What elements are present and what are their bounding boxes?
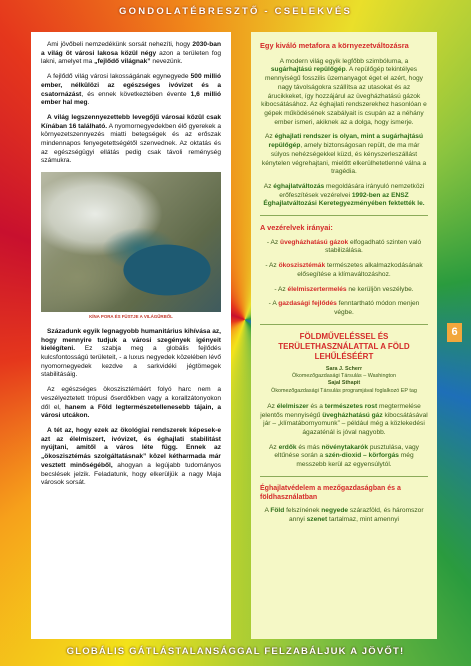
left-paragraph-6: A tét az, hogy ezek az ökológiai rendszerek képesek-e azt az élelmiszert, ivóvizet, és éghajlati stabilitást nyújtani, amitől a város léte függ. Ennek az „ökoszisztémás szolgáltatásnak” közel kétharmada már vesztett minőségéből, ahogyan a legújabb tudományos becslések jelzik. Feladatunk, hogy elkerüljük a nagy Maja városok sorsát. — [41, 426, 221, 487]
divider — [260, 476, 428, 477]
right-column — [251, 32, 437, 639]
section-title-climate: Éghajlatvédelem a mezőgazdaságban és a földhasználatban — [260, 484, 401, 502]
principle-item: - Az ökoszisztémák természetes alkalmazkodásának elősegítése a klímaváltozáshoz. — [265, 262, 423, 278]
left-paragraph-1: Ami jövőbeli nemzedékünk sorsát nehezíti, hogy 2030-ban a világ öt városi lakosa közül négy azon a területen fog lakni, amelyet ma „fejlődő világnak” nevezünk. — [41, 41, 221, 66]
image-caption: KÍNA PORA ÉS FÜSTJE A VILÁGŰRBŐL — [89, 314, 173, 320]
divider — [260, 324, 428, 325]
right-paragraph-4: Az élelmiszer és a természetes rost megtermelése jelentős mennyiségű üvegházhatású gáz kibocsátásával jár – „klímatábornyomunk” – például még a közlekedési ágazaténál is jóval nagyobb. — [260, 402, 428, 436]
right-paragraph-6: A Föld felszínének negyede szárazföld, és háromszor annyi szenet tartalmaz, mint amennyi — [264, 507, 424, 523]
right-paragraph-3: Az éghajlatváltozás megoldására irányuló nemzetközi erőfeszítések vezérelvei 1992-ben az ENSZ Éghajlatváltozási Keretegyezményében fektették le. — [263, 182, 425, 208]
page-header-title: GONDOLATÉBRESZTŐ - CSELEKVÉS — [119, 6, 352, 17]
principle-item: - A gazdasági fejlődés fenntartható módon menjen végbe. — [268, 300, 420, 316]
right-paragraph-1: A modern világ egyik legfőbb szimbóluma, a sugárhajtású repülőgép. A repülőgép tekintélyes mennyiségű fosszilis üzemanyagot éget el azért, hogy nagy távolságokra szállítsa az utasokat és az árucikkeket, így hozzájárul az üvegházhatású gázok kibocsátásához. Az éghajlati rendszerekhez hasonlóan e gépek működésének szabályait is csupán az a néhány ember ismeri, akiknek az a dolga, hogy ismerje. — [261, 57, 427, 126]
left-column — [31, 32, 231, 639]
article-subtitle: FÖLDMŰVELÉSSEL ÉS TERÜLETHASZNÁLATTAL A FÖLD LEHŰLÉSÉÉRT — [278, 331, 410, 361]
right-paragraph-2: Az éghajlati rendszer is olyan, mint a sugárhajtású repülőgép, amely biztonságosan repült, de ma már súlyos nehézségekkel küzd, és kényszerleszállást kénytelen végrehajtani, mielőtt elkerülhetetlenné válna a tragédia. — [261, 133, 427, 176]
author-credits: Sara J. Scherr Ökomezőgazdasági Társulás – Washington Sajal Sthapit Ökomezőgazdasági Társulás programjával foglalkozó EP tag — [271, 365, 417, 394]
page-number-badge: 6 — [447, 323, 462, 342]
left-paragraph-4: Századunk egyik legnagyobb humanitárius kihívása az, hogy mennyire tudjuk a városi szegények igényeit kielégíteni. Ez szabja meg a globális fejlődés kulcsfontosságú területeit, - a luxus negyedek közelében lévő nyomornegyedek kezdve a sarkvidéki jégtömegek stabilitásáig. — [41, 327, 221, 379]
left-paragraph-3: A világ legszennyezettebb levegőjű városai közül csak Kínában 16 található. A nyomornegyedekben élő gyerekek a környezetszennyezés miatti betegségek és az erőszak mindennapos fenyegetettségétől szenvednek. Az oktatás és az egészségügyi ellátás pedig csak távoli reménység számukra. — [41, 113, 221, 165]
principle-item: - Az élelmiszertermelés ne kerüljön veszélybe. — [274, 285, 414, 293]
divider — [260, 215, 428, 216]
satellite-image-china — [41, 172, 221, 312]
principles-title: A vezérelvek irányai: — [260, 223, 333, 233]
right-heading-metaphor: Egy kiváló metafora a környezetváltozásra — [260, 41, 409, 50]
principle-item: - Az üvegházhatású gázok elfogadható szinten való stabilizálása. — [266, 238, 422, 255]
page-footer-slogan: GLOBÁLIS GÁTLÁSTALANSÁGGAL FELZABÁLJUK A JÖVŐT! — [66, 646, 405, 657]
left-paragraph-2: A fejlődő világ városi lakosságának egynegyede 500 millió ember, nélkülözi az egészséges ivóvizet és a csatornázást, és ennek következtében évente 1,6 millió ember hal meg. — [41, 73, 221, 107]
right-paragraph-5: Az erdők és más növénytakarók pusztulása, vagy eltűnése során a szén-dioxid – körforgás még messzebb kerül az egyensúlytól. — [269, 443, 419, 469]
left-paragraph-5: Az egészséges ökoszisztémáért folyó harc nem a veszélyeztetett trópusi őserdőkben vagy a korallzátonyokon dől el, hanem a Föld legtermészetellenesebb tájain, a városi utcákon. — [41, 386, 221, 420]
